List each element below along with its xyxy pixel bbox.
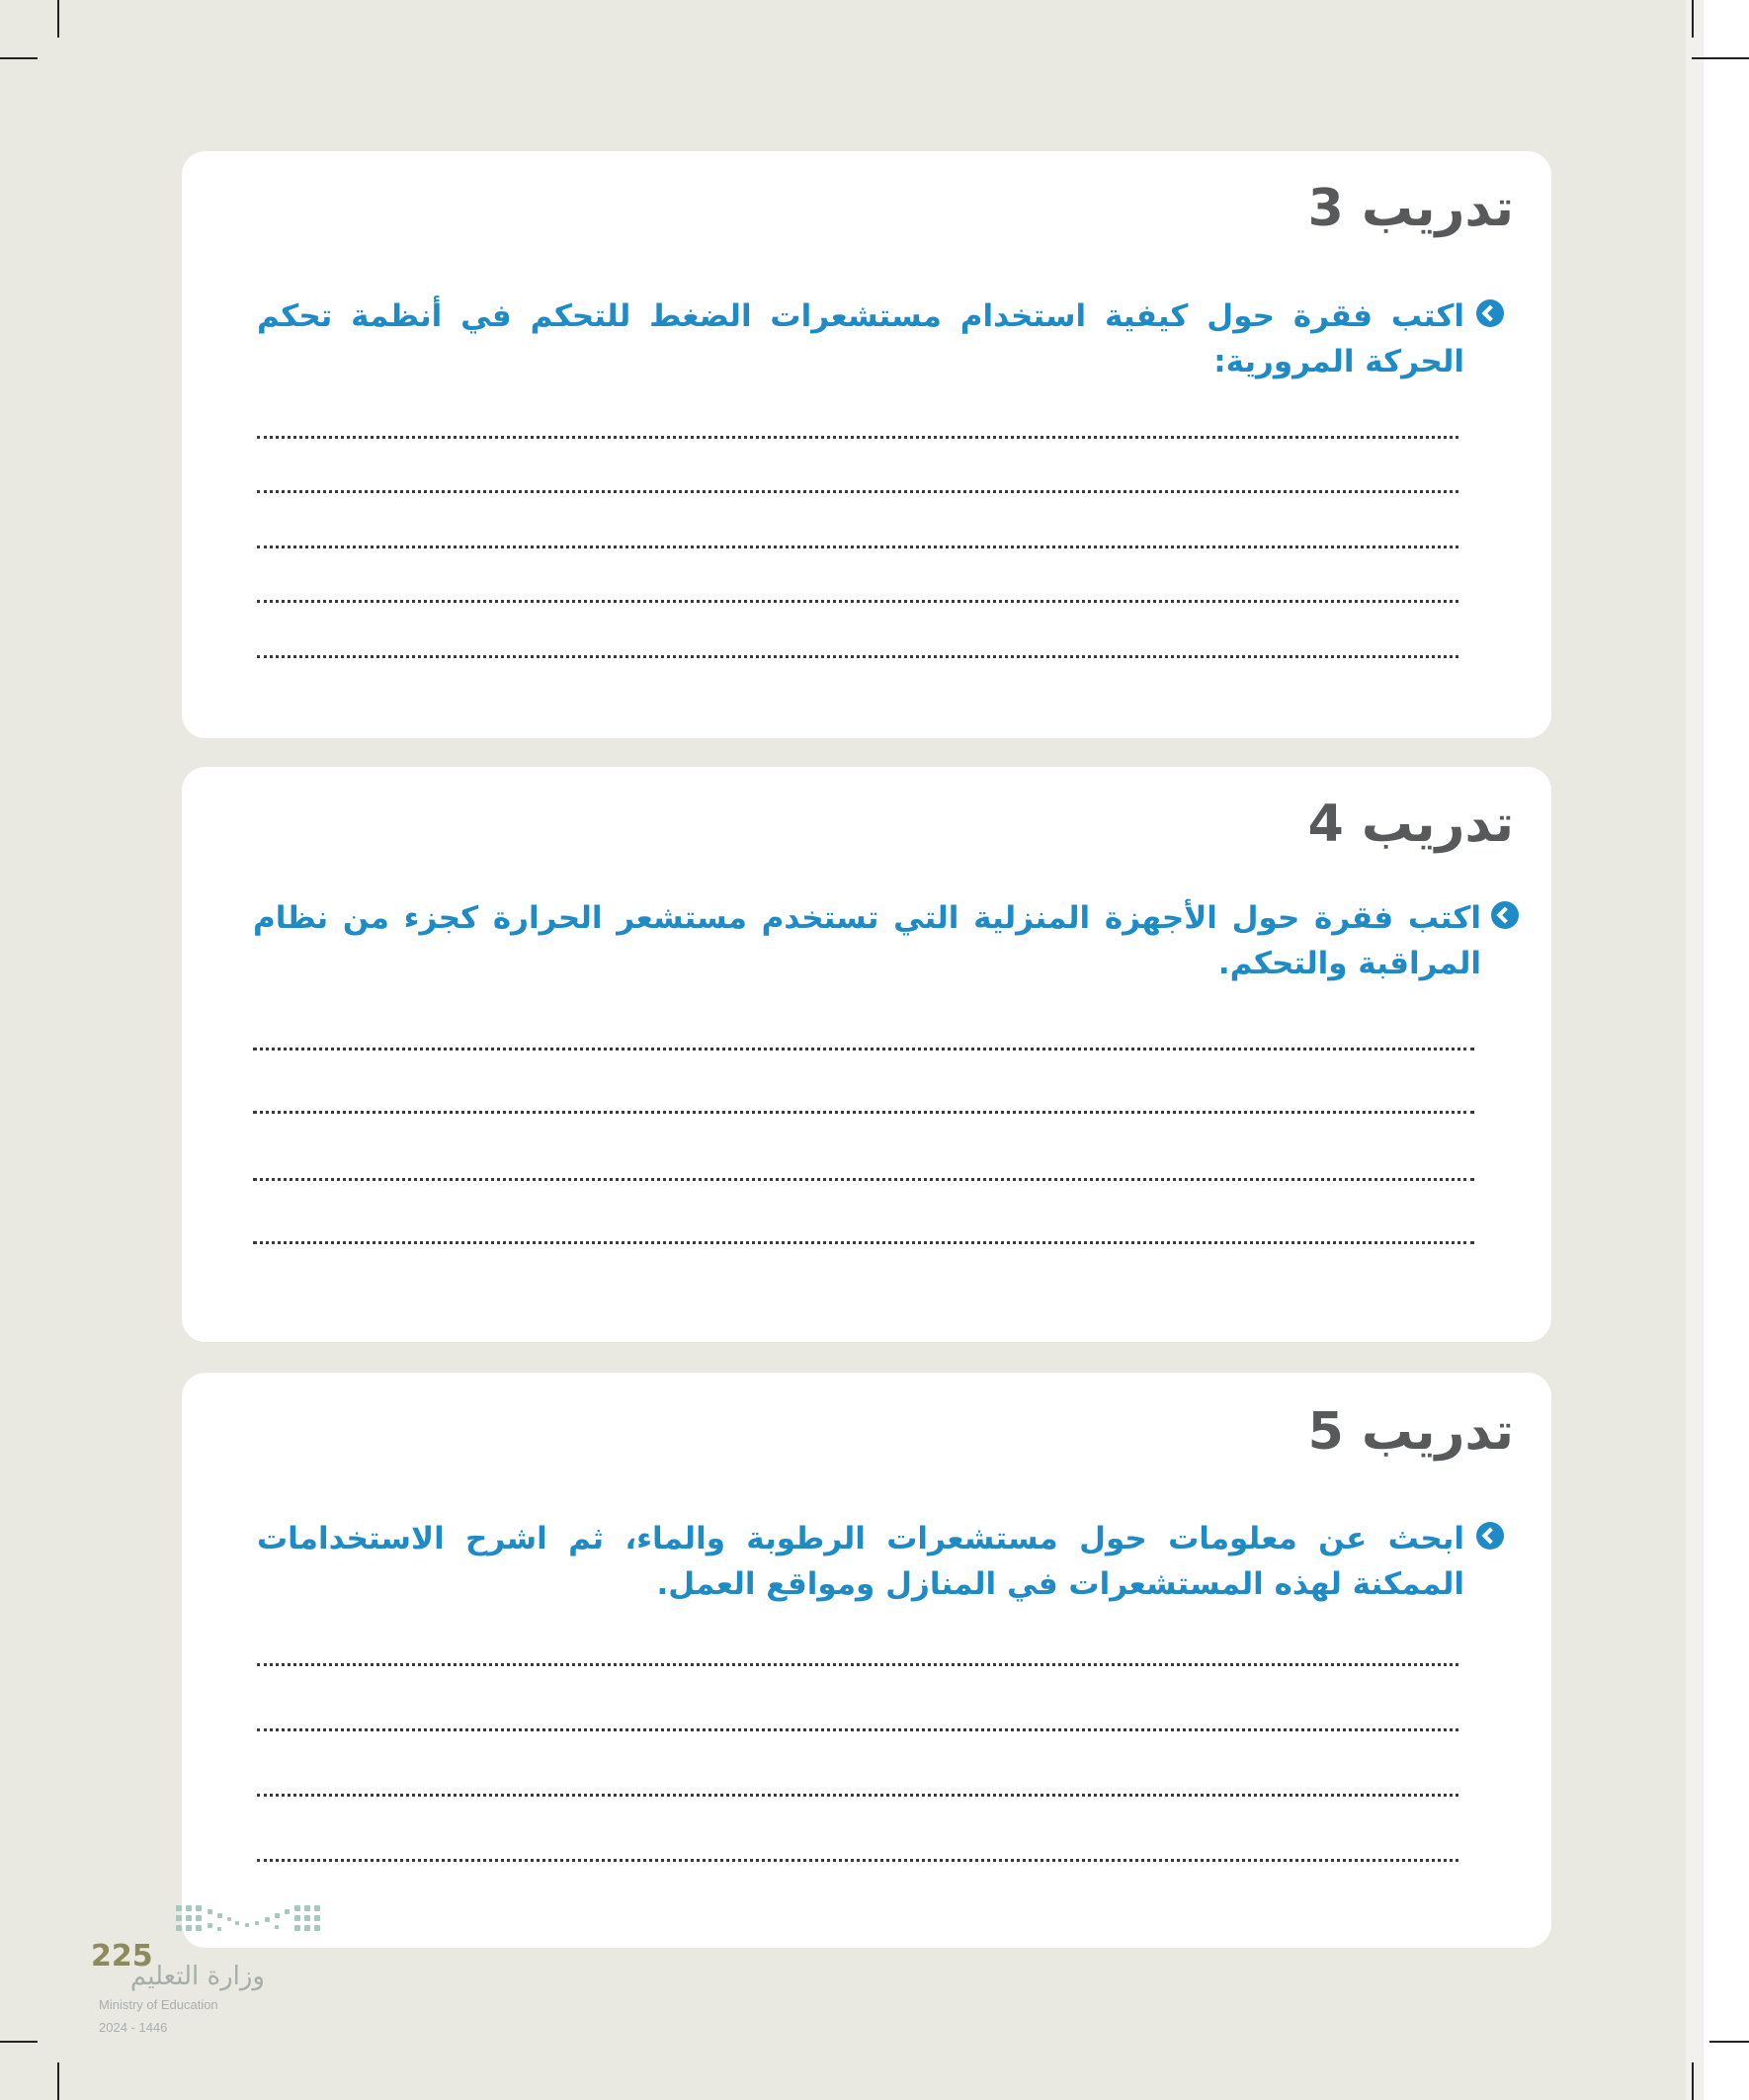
chevron-right-icon <box>1476 1522 1504 1550</box>
answer-line[interactable] <box>257 1859 1458 1862</box>
answer-line[interactable] <box>253 1241 1474 1244</box>
crop-mark <box>57 0 59 38</box>
crop-mark <box>0 57 38 59</box>
answer-line[interactable] <box>257 546 1458 548</box>
page-edge <box>1686 0 1704 2100</box>
crop-mark <box>1709 2041 1749 2043</box>
crop-mark <box>0 2041 38 2043</box>
answer-line[interactable] <box>253 1048 1474 1050</box>
exercise-title: تدريب 4 <box>1307 795 1514 854</box>
exercise-prompt: اكتب فقرة حول الأجهزة المنزلية التي تستخدم مستشعر الحرارة كجزء من نظام المراقبة والتحكم. <box>253 900 1481 981</box>
answer-line[interactable] <box>257 436 1458 439</box>
exercise-prompt: ابحث عن معلومات حول مستشعرات الرطوبة والماء، ثم اشرح الاستخدامات الممكنة لهذه المستشعرات في المنازل ومواقع العمل. <box>257 1521 1464 1602</box>
exercise-card-3 <box>182 151 1551 738</box>
crop-mark <box>1692 0 1694 38</box>
answer-line[interactable] <box>253 1111 1474 1114</box>
exercise-card-4 <box>182 767 1551 1342</box>
crop-mark <box>1692 57 1749 59</box>
chevron-right-icon <box>1476 299 1504 327</box>
ministry-name-arabic: وزارة التعليم <box>129 1962 265 1991</box>
answer-line[interactable] <box>257 1663 1458 1666</box>
crop-mark <box>1692 2062 1694 2100</box>
answer-line[interactable] <box>257 490 1458 493</box>
answer-line[interactable] <box>253 1178 1474 1181</box>
exercise-prompt: اكتب فقرة حول كيفية استخدام مستشعرات الضغط للتحكم في أنظمة تحكم الحركة المرورية: <box>257 298 1464 379</box>
ministry-name-english: Ministry of Education <box>99 1997 218 2012</box>
crop-mark <box>57 2062 59 2100</box>
chevron-right-icon <box>1491 901 1519 929</box>
exercise-card-5 <box>182 1373 1551 1948</box>
answer-line[interactable] <box>257 1728 1458 1731</box>
page-number: 225 <box>91 1939 153 1974</box>
exercise-title: تدريب 5 <box>1307 1402 1514 1462</box>
answer-line[interactable] <box>257 655 1458 658</box>
exercise-title: تدريب 3 <box>1307 179 1514 238</box>
ministry-logo-icon <box>172 1899 326 1945</box>
answer-line[interactable] <box>257 600 1458 603</box>
academic-year: 2024 - 1446 <box>99 2020 168 2035</box>
answer-line[interactable] <box>257 1794 1458 1797</box>
